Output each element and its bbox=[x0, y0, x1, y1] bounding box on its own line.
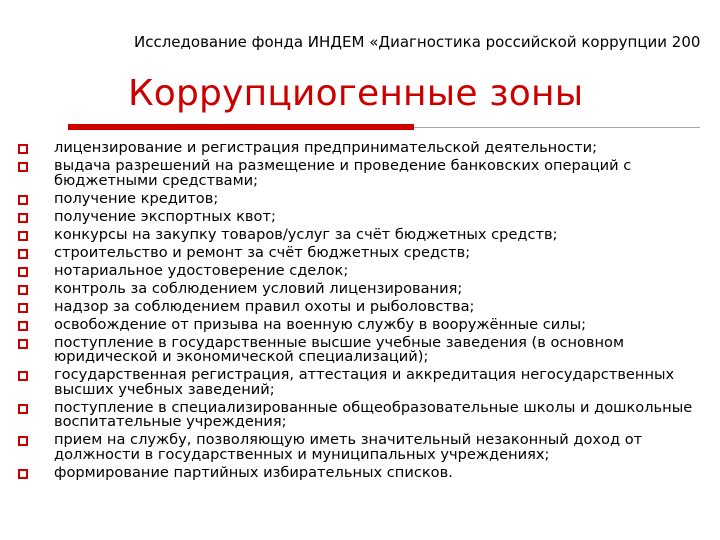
square-bullet-icon bbox=[18, 144, 28, 154]
square-bullet-icon bbox=[18, 469, 28, 479]
list-item bbox=[0, 189, 720, 207]
list-item-text: нотариальное удостоверение сделок; bbox=[54, 261, 349, 279]
list-item bbox=[0, 297, 720, 315]
list-item bbox=[0, 463, 720, 481]
list-item-text: поступление в государственные высшие учебные заведения (в основном юридической и экономической специализаций); bbox=[54, 333, 624, 365]
square-bullet-icon bbox=[18, 339, 28, 349]
list-item bbox=[0, 368, 720, 397]
title-underline-rule bbox=[414, 127, 700, 128]
square-bullet-icon bbox=[18, 162, 28, 172]
list-item bbox=[0, 141, 720, 156]
bullet-list bbox=[0, 141, 720, 484]
square-bullet-icon bbox=[18, 371, 28, 381]
square-bullet-icon bbox=[18, 267, 28, 277]
list-item-text: государственная регистрация, аттестация и аккредитация негосударственных высших учебных заведений; bbox=[54, 366, 675, 398]
list-item bbox=[0, 261, 720, 279]
list-item bbox=[0, 279, 720, 297]
list-item-text: поступление в специализированные общеобразовательные школы и дошкольные воспитательные учреждения; bbox=[54, 398, 693, 430]
square-bullet-icon bbox=[18, 404, 28, 414]
square-bullet-icon bbox=[18, 436, 28, 446]
list-item bbox=[0, 243, 720, 261]
square-bullet-icon bbox=[18, 231, 28, 241]
square-bullet-icon bbox=[18, 195, 28, 205]
list-item bbox=[0, 315, 720, 333]
list-item bbox=[0, 159, 720, 188]
slide-title: Коррупциогенные зоны bbox=[128, 73, 584, 114]
list-item-text: конкурсы на закупку товаров/услуг за счёт бюджетных средств; bbox=[54, 225, 558, 243]
list-item bbox=[0, 207, 720, 225]
title-underline-accent bbox=[68, 124, 414, 130]
list-item-text: получение кредитов; bbox=[54, 189, 219, 207]
square-bullet-icon bbox=[18, 249, 28, 259]
slide-subtitle: Исследование фонда ИНДЕМ «Диагностика российской коррупции 200 bbox=[134, 33, 701, 51]
square-bullet-icon bbox=[18, 213, 28, 223]
list-item bbox=[0, 225, 720, 243]
list-item-text: прием на службу, позволяющую иметь значительный незаконный доход от должности в государственных и муниципальных учреждениях; bbox=[54, 431, 643, 463]
square-bullet-icon bbox=[18, 321, 28, 331]
list-item-text: лицензирование и регистрация предпринимательской деятельности; bbox=[54, 139, 598, 156]
list-item-text: получение экспортных квот; bbox=[54, 207, 276, 225]
list-item-text: освобождение от призыва на военную службу в вооружённые силы; bbox=[54, 315, 587, 333]
square-bullet-icon bbox=[18, 303, 28, 313]
list-item-text: надзор за соблюдением правил охоты и рыболовства; bbox=[54, 297, 475, 315]
list-item bbox=[0, 433, 720, 462]
list-item-text: строительство и ремонт за счёт бюджетных средств; bbox=[54, 243, 471, 261]
square-bullet-icon bbox=[18, 285, 28, 295]
list-item-text: контроль за соблюдением условий лицензирования; bbox=[54, 279, 463, 297]
list-item bbox=[0, 398, 720, 430]
list-item-text: формирование партийных избирательных списков. bbox=[54, 463, 453, 481]
list-item bbox=[0, 333, 720, 365]
list-item-text: выдача разрешений на размещение и проведение банковских операций с бюджетными средствами; bbox=[54, 157, 632, 189]
